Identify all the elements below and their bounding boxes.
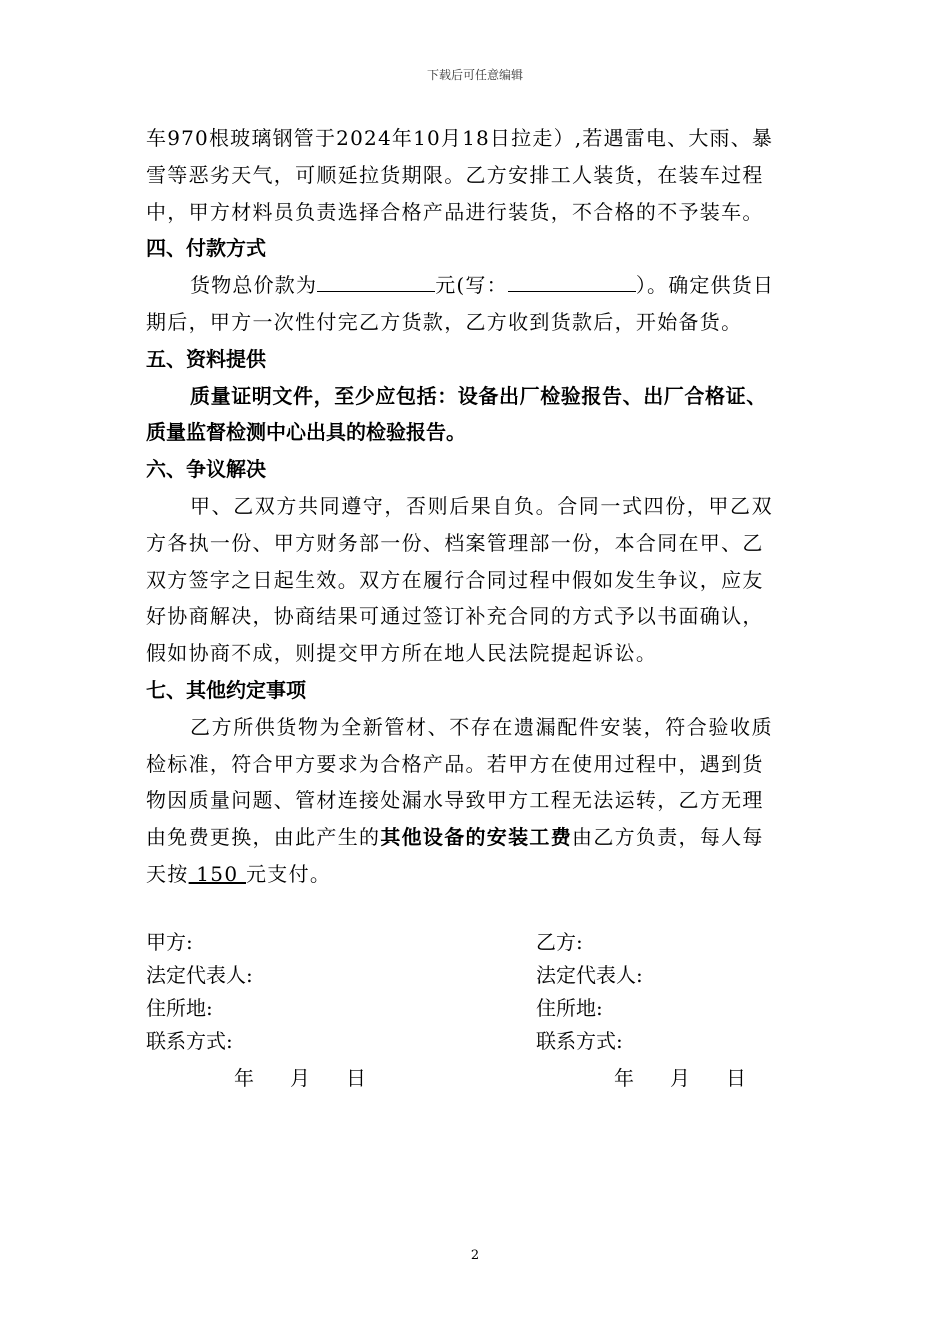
price-in-words-blank <box>508 269 636 292</box>
party-b-date <box>614 1062 746 1095</box>
paragraph-line <box>146 856 814 893</box>
party-b-signature <box>536 926 643 1058</box>
paragraph-line: 双方签字之日起生效。双方在履行合同过程中假如发生争议，应友 <box>146 567 764 592</box>
emphasis-text: 其他设备的安装工费 <box>380 825 573 850</box>
payment-text: 元(写： <box>435 273 508 298</box>
party-a-label: 甲方: <box>146 930 193 954</box>
paragraph-line: 好协商解决，协商结果可通过签订补充合同的方式予以书面确认， <box>146 604 764 629</box>
paragraph-line: 方各执一份、甲方财务部一份、档案管理部一份，本合同在甲、乙 <box>146 530 764 555</box>
total-price-blank <box>317 269 435 292</box>
paragraph-line: 质量监督检测中心出具的检验报告。 <box>146 420 466 445</box>
day-label: 日 <box>726 1066 746 1090</box>
body-text: 元支付。 <box>246 861 332 886</box>
section-heading-other: 七、其他约定事项 <box>146 677 306 702</box>
year-label: 年 <box>234 1066 254 1090</box>
page-number: 2 <box>470 1248 480 1263</box>
party-a-address-label: 住所地: <box>146 996 213 1020</box>
daily-rate-value: 150 <box>188 861 246 886</box>
party-a-rep-label: 法定代表人: <box>146 963 253 987</box>
paragraph-line: 车970根玻璃钢管于2024年10月18日拉走）,若遇雷电、大雨、暴 <box>146 126 774 150</box>
year-label: 年 <box>614 1066 634 1090</box>
paragraph-line: 中，甲方材料员负责选择合格产品进行装货，不合格的不予装车。 <box>146 199 764 224</box>
payment-text: 货物总价款为 <box>190 273 318 298</box>
body-text: 天按 <box>146 861 189 886</box>
page-header: 下载后可任意编辑 <box>426 68 523 82</box>
paragraph-line: 期后，甲方一次性付完乙方货款，乙方收到货款后，开始备货。 <box>146 309 743 334</box>
party-b-label: 乙方: <box>536 930 583 954</box>
month-label: 月 <box>290 1066 310 1090</box>
document-body <box>146 120 814 893</box>
payment-line <box>146 267 814 304</box>
body-text: 由乙方负责，每人每 <box>572 825 764 850</box>
month-label: 月 <box>670 1066 690 1090</box>
day-label: 日 <box>346 1066 366 1090</box>
paragraph-line: 假如协商不成，则提交甲方所在地人民法院提起诉讼。 <box>146 641 658 666</box>
section-heading-documents: 五、资料提供 <box>146 346 266 371</box>
paragraph-line: 检标准，符合甲方要求为合格产品。若甲方在使用过程中，遇到货 <box>146 751 764 776</box>
section-heading-payment: 四、付款方式 <box>146 236 266 261</box>
section-heading-dispute: 六、争议解决 <box>146 457 266 482</box>
party-a-contact-label: 联系方式: <box>146 1029 233 1053</box>
body-text: 由免费更换，由此产生的 <box>146 825 381 850</box>
paragraph-line <box>146 819 814 856</box>
party-b-rep-label: 法定代表人: <box>536 963 643 987</box>
paragraph-line: 质量证明文件，至少应包括：设备出厂检验报告、出厂合格证、 <box>190 383 767 408</box>
paragraph-line: 雪等恶劣天气，可顺延拉货期限。乙方安排工人装货，在装车过程 <box>146 162 764 187</box>
party-a-signature <box>146 926 253 1058</box>
payment-text: ）。确定供货日 <box>635 273 775 298</box>
paragraph-line: 乙方所供货物为全新管材、不存在遗漏配件安装，符合验收质 <box>190 714 774 739</box>
party-b-address-label: 住所地: <box>536 996 603 1020</box>
party-a-date <box>234 1062 366 1095</box>
party-b-contact-label: 联系方式: <box>536 1029 623 1053</box>
paragraph-line: 甲、乙双方共同遵守，否则后果自负。合同一式四份，甲乙双 <box>190 493 774 518</box>
paragraph-line: 物因质量问题、管材连接处漏水导致甲方工程无法运转，乙方无理 <box>146 788 764 813</box>
